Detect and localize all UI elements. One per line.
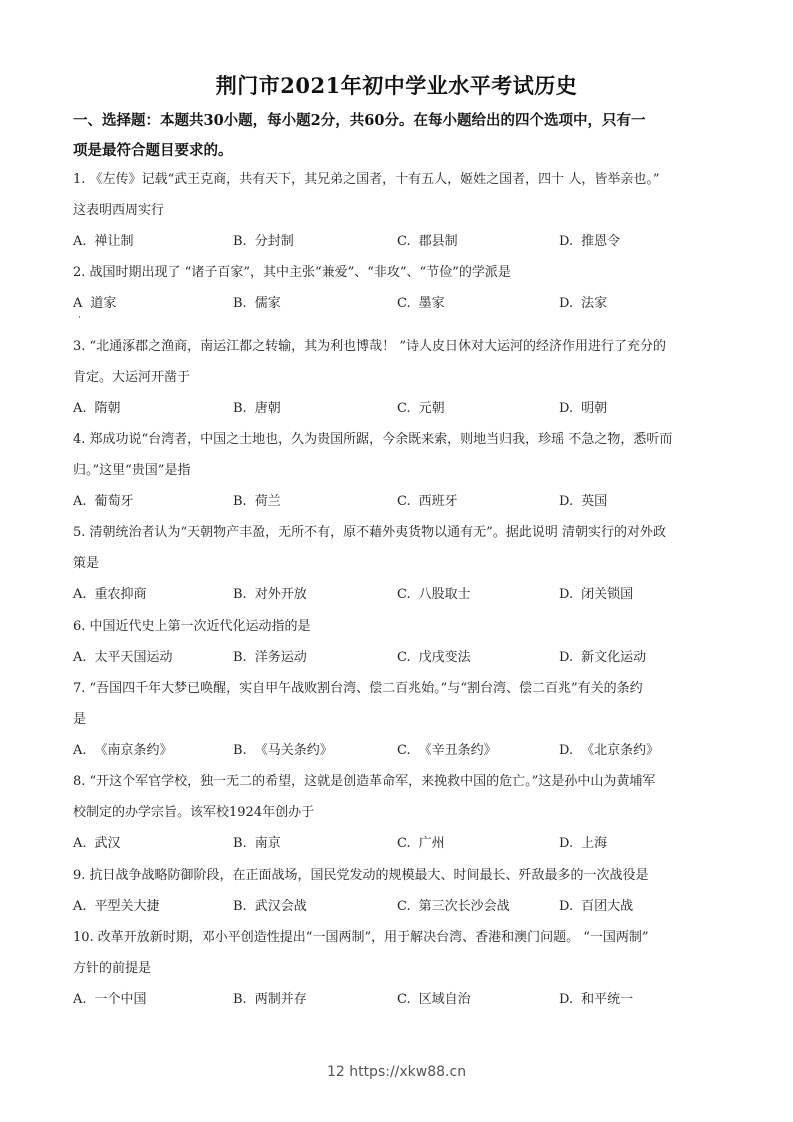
option-text: 武汉会战 <box>254 899 307 914</box>
option-text: 洋务运动 <box>254 650 307 665</box>
option-b[interactable] <box>233 492 281 512</box>
option-a[interactable] <box>73 232 134 252</box>
option-letter: C. <box>397 899 411 914</box>
option-a[interactable] <box>73 399 121 419</box>
option-b[interactable] <box>233 834 281 854</box>
option-letter: C. <box>397 992 411 1007</box>
option-letter: B. <box>233 650 247 665</box>
question-text: 4. 郑成功说“台湾者，中国之土地也，久为贵国所踞，今余既来索，则地当归我，珍瑶 不急之物，悉听而 <box>73 432 673 447</box>
option-letter: B. <box>233 587 247 602</box>
page-footer: 12 https://xkw88.cn <box>326 1064 467 1080</box>
option-text: 道家 <box>90 296 117 311</box>
option-letter: B. <box>233 401 247 416</box>
option-letter: C. <box>397 587 411 602</box>
option-letter: A. <box>73 494 87 509</box>
option-d[interactable] <box>559 990 633 1010</box>
option-text: 武汉 <box>94 836 121 851</box>
page-title: 荆门市2021年初中学业水平考试历史 <box>215 73 578 98</box>
option-letter: B. <box>233 992 247 1007</box>
option-letter: A. <box>73 587 87 602</box>
option-text: 重农抑商 <box>94 587 147 602</box>
section-heading-line-1: 一、选择题：本题共30小题，每小题2分，共60分。在每小题给出的四个选项中，只有一 <box>73 112 646 129</box>
option-text: 戊戌变法 <box>418 650 471 665</box>
option-b[interactable] <box>233 399 281 419</box>
option-d[interactable] <box>559 741 659 761</box>
option-text: 推恩令 <box>581 234 621 249</box>
question-text: 校制定的办学宗旨。该军校1924年创办于 <box>73 805 315 820</box>
option-letter: B. <box>233 836 247 851</box>
section-heading-line-2: 项是最符合题目要求的。 <box>73 142 233 159</box>
question-text: 9. 抗日战争战略防御阶段，在正面战场，国民党发动的规模最大、时间最长、歼敌最多的一次战役是 <box>73 868 649 883</box>
option-letter: D. <box>559 836 574 851</box>
option-letter: C. <box>397 836 411 851</box>
option-letter: D. <box>559 401 574 416</box>
option-letter: C. <box>397 650 411 665</box>
options-row <box>73 294 733 314</box>
option-a[interactable] <box>73 990 147 1010</box>
option-c[interactable] <box>397 232 458 252</box>
option-letter: A. <box>73 899 87 914</box>
option-b[interactable] <box>233 294 281 314</box>
option-text: 闭关锁国 <box>581 587 634 602</box>
options-row <box>73 990 733 1010</box>
option-c[interactable] <box>397 492 458 512</box>
option-b[interactable] <box>233 897 307 917</box>
option-a[interactable] <box>73 741 173 761</box>
option-text: 太平天国运动 <box>94 650 173 665</box>
option-a[interactable] <box>73 648 173 668</box>
option-letter: D. <box>559 992 574 1007</box>
question-text: 3. “北通涿郡之渔商，南运江都之转输，其为利也博哉！ ”诗人皮日休对大运河的经济作用进行了充分的 <box>73 339 666 354</box>
option-text: 儒家 <box>254 296 281 311</box>
option-text: 明朝 <box>581 401 608 416</box>
question-text: 5. 清朝统治者认为“天朝物产丰盈，无所不有，原不藉外夷货物以通有无”。据此说明 清朝实行的对外政 <box>73 525 666 540</box>
option-letter: D. <box>559 899 574 914</box>
option-letter: A. <box>73 743 87 758</box>
option-letter: A. <box>73 401 87 416</box>
options-row <box>73 232 733 252</box>
question-text: 策是 <box>73 556 100 571</box>
option-c[interactable] <box>397 990 471 1010</box>
option-letter: C. <box>397 296 411 311</box>
option-text: 《马关条约》 <box>254 743 333 758</box>
option-c[interactable] <box>397 897 510 917</box>
option-text: 西班牙 <box>418 494 458 509</box>
option-letter: A. <box>73 234 87 249</box>
option-text: 禅让制 <box>94 234 134 249</box>
option-c[interactable] <box>397 741 497 761</box>
option-c[interactable] <box>397 294 445 314</box>
option-b[interactable] <box>233 648 307 668</box>
options-row <box>73 492 733 512</box>
option-text: 分封制 <box>254 234 294 249</box>
question-text: 归。”这里“贵国”是指 <box>73 463 191 478</box>
option-letter: B. <box>233 494 247 509</box>
option-text: 唐朝 <box>254 401 281 416</box>
option-letter: B. <box>233 296 247 311</box>
option-d[interactable] <box>559 232 620 252</box>
option-a[interactable] <box>73 585 147 605</box>
option-text: 第三次长沙会战 <box>418 899 510 914</box>
option-text: 元朝 <box>418 401 445 416</box>
option-text: 广州 <box>418 836 445 851</box>
options-row <box>73 585 733 605</box>
option-text: 《北京条约》 <box>581 743 660 758</box>
question-text: 这表明西周实行 <box>73 203 165 218</box>
option-d[interactable] <box>559 648 646 668</box>
question-text: 肯定。大运河开凿于 <box>73 370 191 385</box>
option-letter: C. <box>397 401 411 416</box>
option-text: 郡县制 <box>418 234 458 249</box>
option-a[interactable] <box>73 294 116 314</box>
option-b[interactable] <box>233 585 307 605</box>
option-d[interactable] <box>559 834 607 854</box>
option-text: 一个中国 <box>94 992 147 1007</box>
option-letter: B. <box>233 743 247 758</box>
option-letter: D. <box>559 494 574 509</box>
option-text: 对外开放 <box>254 587 307 602</box>
stray-mark <box>79 316 80 318</box>
option-letter: C. <box>397 234 411 249</box>
option-letter: D. <box>559 234 574 249</box>
option-text: 《南京条约》 <box>94 743 173 758</box>
option-text: 两制并存 <box>254 992 307 1007</box>
option-letter: C. <box>397 494 411 509</box>
question-text: 1. 《左传》记载“武王克商，共有天下，其兄弟之国者，十有五人，姬姓之国者，四十 人，皆举亲也。” <box>73 172 660 187</box>
options-row <box>73 834 733 854</box>
option-text: 隋朝 <box>94 401 121 416</box>
option-letter: A. <box>73 836 87 851</box>
options-row <box>73 399 733 419</box>
option-d[interactable] <box>559 294 607 314</box>
option-text: 南京 <box>254 836 281 851</box>
question-text: 是 <box>73 712 87 727</box>
option-letter: A. <box>73 992 87 1007</box>
question-text: 7. “吾国四千年大梦已唤醒，实自甲午战败割台湾、偿二百兆始。”与“割台湾、偿二百兆”有关的条约 <box>73 681 643 696</box>
option-letter: D. <box>559 743 574 758</box>
option-text: 法家 <box>581 296 608 311</box>
option-b[interactable] <box>233 232 294 252</box>
option-a[interactable] <box>73 492 134 512</box>
option-d[interactable] <box>559 897 633 917</box>
option-text: 平型关大捷 <box>94 899 160 914</box>
option-text: 《辛丑条约》 <box>418 743 497 758</box>
options-row <box>73 897 733 917</box>
option-b[interactable] <box>233 990 307 1010</box>
option-letter: D. <box>559 650 574 665</box>
option-a[interactable] <box>73 834 121 854</box>
option-b[interactable] <box>233 741 333 761</box>
question-text: 6. 中国近代史上第一次近代化运动指的是 <box>73 619 311 634</box>
option-letter: A. <box>73 650 87 665</box>
option-text: 上海 <box>581 836 608 851</box>
question-text: 8. “开这个军官学校，独一无二的希望，这就是创造革命军，来挽救中国的危亡。”这是孙中山为黄埔军 <box>73 774 656 789</box>
option-c[interactable] <box>397 834 445 854</box>
option-text: 百团大战 <box>581 899 634 914</box>
option-letter: B. <box>233 899 247 914</box>
question-text: 10. 改革开放新时期，邓小平创造性提出“一国两制”，用于解决台湾、香港和澳门问题。 “一国两制” <box>73 930 649 945</box>
option-d[interactable] <box>559 492 607 512</box>
options-row <box>73 741 733 761</box>
option-letter: A <box>73 296 83 311</box>
option-d[interactable] <box>559 399 607 419</box>
option-text: 墨家 <box>418 296 445 311</box>
option-d[interactable] <box>559 585 633 605</box>
option-letter: D. <box>559 587 574 602</box>
option-text: 八股取士 <box>418 587 471 602</box>
option-letter: C. <box>397 743 411 758</box>
option-text: 和平统一 <box>581 992 634 1007</box>
option-letter: B. <box>233 234 247 249</box>
option-c[interactable] <box>397 648 471 668</box>
option-text: 新文化运动 <box>581 650 647 665</box>
options-row <box>73 648 733 668</box>
option-letter: D. <box>559 296 574 311</box>
option-text: 荷兰 <box>254 494 281 509</box>
option-text: 英国 <box>581 494 608 509</box>
option-c[interactable] <box>397 399 445 419</box>
question-text: 2. 战国时期出现了 “诸子百家”，其中主张“兼爱”、“非攻”、“节俭”的学派是 <box>73 265 511 280</box>
question-text: 方针的前提是 <box>73 961 152 976</box>
option-a[interactable] <box>73 897 160 917</box>
option-c[interactable] <box>397 585 471 605</box>
option-text: 区域自治 <box>418 992 471 1007</box>
option-text: 葡萄牙 <box>94 494 134 509</box>
